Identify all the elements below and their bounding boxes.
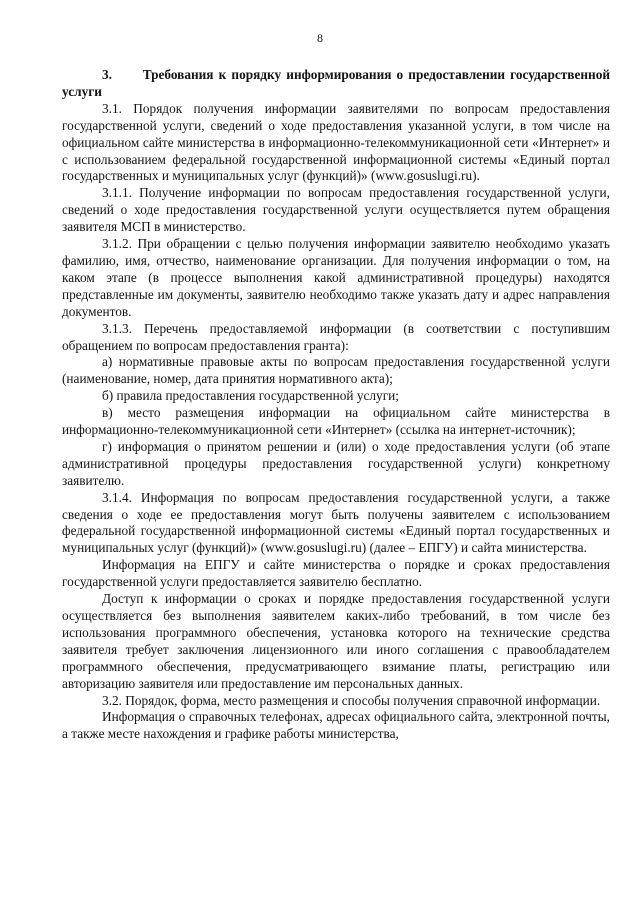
paragraph: Доступ к информации о сроках и порядке предоставления государственной услуги осуществляется без выполнения заявителем каких-либо требований, в том числе без использования программного обеспечения, установка которого на технические средства заявителя требует заключения лицензионного или иного соглашения с правообладателем программного обеспечения, предусматривающего взимание платы, регистрацию или авторизацию заявителя или предоставление им персональных данных.: [62, 591, 610, 691]
paragraph: 3.2. Порядок, форма, место размещения и способы получения справочной информации.: [102, 692, 601, 708]
paragraph: Информация на ЕПГУ и сайте министерства о порядке и сроках предоставления государственной услуги предоставляется заявителю бесплатно.: [62, 557, 610, 590]
paragraph: 3.1. Порядок получения информации заявителями по вопросам предоставления государственной услуги, сведений о ходе предоставления указанной услуги, в том числе на официальном сайте министерства в информационно-телекоммуникационной сети «Интернет» и с использованием федеральной государственной информационной системы «Единый портал государственных и муниципальных услуг (функций)» (www.gosuslugi.ru).: [62, 100, 610, 184]
paragraph: 3.1.4. Информация по вопросам предоставления государственной услуги, а также сведения о ходе ее предоставления могут быть получены заявителем с использованием федеральной государственной информационной системы «Единый портал государственных и муниципальных услуг (функций)» (www.gosuslugi.ru) (далее – ЕПГУ) и сайта министерства.: [62, 489, 610, 556]
list-item: г) информация о принятом решении и (или) о ходе предоставления услуги (об этапе административной процедуры предоставления государственной услуги) конкретному заявителю.: [62, 438, 610, 488]
list-item: в) место размещения информации на официальном сайте министерства в информационно-телекоммуникационной сети «Интернет» (ссылка на интернет-источник);: [62, 405, 610, 438]
list-item: б) правила предоставления государственной услуги;: [102, 388, 399, 404]
section-heading: 3. Требования к порядку информирования о предоставлении государственной услуги: [62, 67, 610, 99]
paragraph: 3.1.3. Перечень предоставляемой информации (в соответствии с поступившим обращением по вопросам предоставления гранта):: [62, 320, 610, 353]
paragraph: Информация о справочных телефонах, адресах официального сайта, электронной почты, а также месте нахождения и графике работы министерства,: [62, 709, 610, 742]
list-item: а) нормативные правовые акты по вопросам предоставления государственной услуги (наименование, номер, дата принятия нормативного акта);: [62, 354, 610, 387]
paragraph: 3.1.2. При обращении с целью получения информации заявителю необходимо указать фамилию, имя, отчество, наименование организации. Для получения информации о том, на каком этапе (в процессе выполнения какой административной процедуры) находятся представленные им документы, заявителю необходимо также указать дату и адрес направления документов.: [62, 236, 610, 319]
document-body: [62, 67, 610, 743]
page-number: 8: [317, 31, 323, 45]
paragraph: 3.1.1. Получение информации по вопросам предоставления государственной услуги, сведений о ходе предоставления государственной услуги осуществляется путем обращения заявителя МСП в министерство.: [62, 185, 610, 235]
